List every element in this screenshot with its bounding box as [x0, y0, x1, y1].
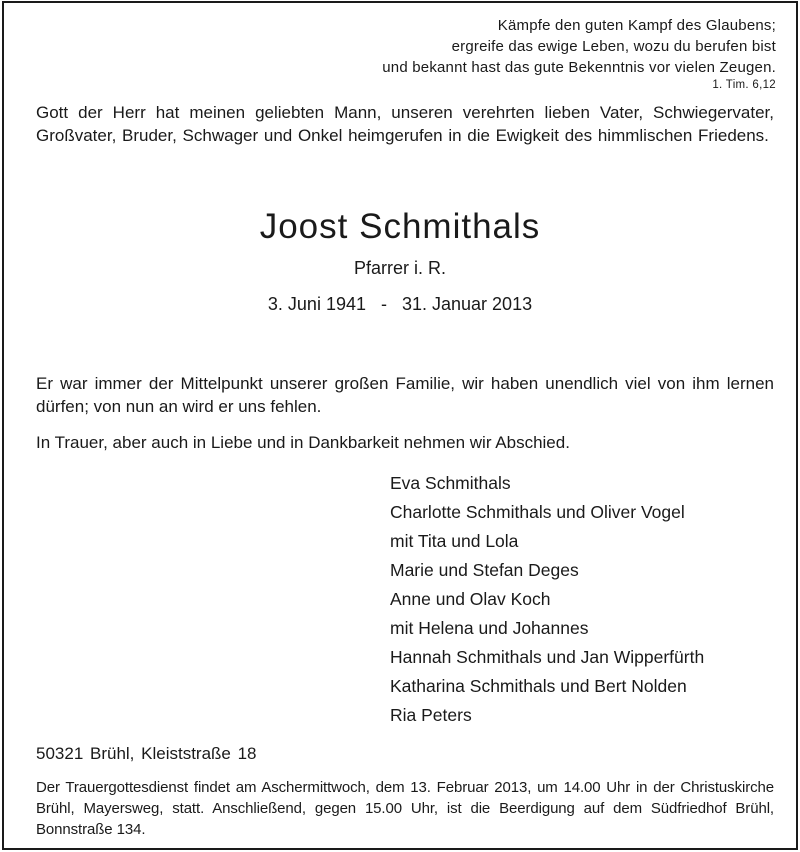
- tribute-paragraph: Er war immer der Mittelpunkt unserer großen Familie, wir haben unendlich viel von ihm lernen dürfen; von nun an wird er uns fehlen.: [36, 374, 774, 416]
- quote-reference: 1. Tim. 6,12: [712, 79, 776, 91]
- deceased-title: Pfarrer i. R.: [353, 258, 446, 278]
- service-info: Der Trauergottesdienst findet am Aschermittwoch, dem 13. Februar 2013, um 14.00 Uhr in der Christuskirche Brühl, Mayersweg, statt. Anschließend, gegen 15.00 Uhr, ist die Beerdigung auf dem Südfriedhof Brühl, Bonnstraße 134.: [36, 779, 774, 838]
- list-item: Hannah Schmithals und Jan Wipperfürth: [390, 647, 705, 667]
- list-item: Ria Peters: [390, 705, 472, 725]
- intro-paragraph: Gott der Herr hat meinen geliebten Mann, unseren verehrten lieben Vater, Schwiegervater, Großvater, Bruder, Schwager und Onkel heimgerufen in die Ewigkeit des himmlischen Friedens.: [36, 103, 774, 145]
- list-item: Anne und Olav Koch: [390, 589, 551, 609]
- list-item: Marie und Stefan Deges: [390, 560, 579, 580]
- quote-line: ergreife das ewige Leben, wozu du berufen bist: [451, 38, 776, 55]
- bible-quote: [382, 15, 776, 78]
- mourners-list: [390, 469, 704, 730]
- family-address: 50321 Brühl, Kleiststraße 18: [36, 744, 257, 763]
- life-dates: 3. Juni 1941 - 31. Januar 2013: [267, 294, 533, 314]
- obituary-notice: [2, 1, 798, 850]
- quote-line: Kämpfe den guten Kampf des Glaubens;: [497, 17, 776, 34]
- list-item: mit Helena und Johannes: [390, 618, 589, 638]
- farewell-line: In Trauer, aber auch in Liebe und in Dankbarkeit nehmen wir Abschied.: [36, 433, 570, 452]
- quote-line: und bekannt hast das gute Bekenntnis vor vielen Zeugen.: [382, 59, 776, 76]
- list-item: Eva Schmithals: [390, 473, 511, 493]
- list-item: Katharina Schmithals und Bert Nolden: [390, 676, 687, 696]
- list-item: mit Tita und Lola: [390, 531, 519, 551]
- deceased-name: Joost Schmithals: [259, 207, 541, 246]
- list-item: Charlotte Schmithals und Oliver Vogel: [390, 502, 685, 522]
